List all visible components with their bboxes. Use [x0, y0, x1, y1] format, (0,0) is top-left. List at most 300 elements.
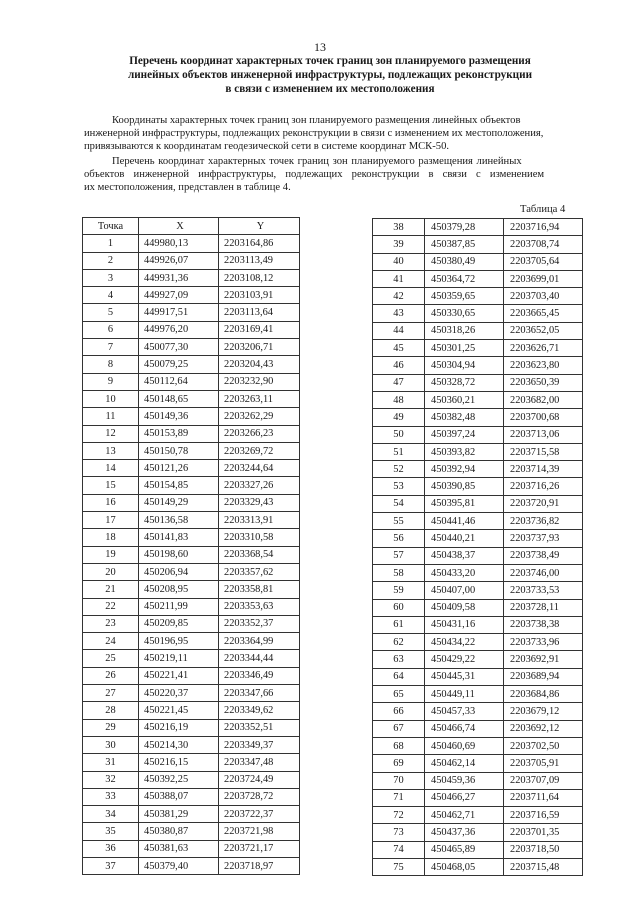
paragraph-line: объектов инженерной инфраструктуры, подлежащих реконструкции в связи с изменением — [84, 169, 545, 181]
point-number-cell: 58 — [373, 564, 425, 581]
x-coordinate-cell: 449927,09 — [139, 287, 219, 304]
table-row — [83, 667, 300, 684]
paragraph-line: Перечень координат характерных точек границ зон планируемого размещения линейных — [112, 156, 522, 167]
table-row — [373, 530, 583, 547]
point-number-cell: 27 — [83, 685, 139, 702]
title-line: Перечень координат характерных точек границ зон планируемого размещения — [129, 55, 531, 67]
point-number-cell: 53 — [373, 478, 425, 495]
x-coordinate-cell: 450141,83 — [139, 529, 219, 546]
x-coordinate-cell: 450211,99 — [139, 598, 219, 615]
x-coordinate-cell: 450449,11 — [425, 686, 504, 703]
x-coordinate-cell: 450390,85 — [425, 478, 504, 495]
y-coordinate-cell: 2203708,74 — [504, 236, 583, 253]
header-x: X — [139, 218, 219, 235]
x-coordinate-cell: 450462,71 — [425, 807, 504, 824]
point-number-cell: 55 — [373, 513, 425, 530]
table-row — [373, 634, 583, 651]
table-row — [83, 754, 300, 771]
x-coordinate-cell: 450457,33 — [425, 703, 504, 720]
y-coordinate-cell: 2203113,49 — [219, 252, 300, 269]
point-number-cell: 30 — [83, 736, 139, 753]
point-number-cell: 34 — [83, 806, 139, 823]
table-row — [373, 720, 583, 737]
table-row — [373, 495, 583, 512]
y-coordinate-cell: 2203353,63 — [219, 598, 300, 615]
table-row — [83, 477, 300, 494]
x-coordinate-cell: 450468,05 — [425, 858, 504, 875]
header-point: Точка — [83, 218, 139, 235]
x-coordinate-cell: 450393,82 — [425, 443, 504, 460]
x-coordinate-cell: 450221,45 — [139, 702, 219, 719]
x-coordinate-cell: 450397,24 — [425, 426, 504, 443]
x-coordinate-cell: 450221,41 — [139, 667, 219, 684]
y-coordinate-cell: 2203108,12 — [219, 269, 300, 286]
y-coordinate-cell: 2203699,01 — [504, 270, 583, 287]
x-coordinate-cell: 450209,85 — [139, 615, 219, 632]
x-coordinate-cell: 450460,69 — [425, 737, 504, 754]
y-coordinate-cell: 2203349,62 — [219, 702, 300, 719]
x-coordinate-cell: 450154,85 — [139, 477, 219, 494]
coordinates-table-left — [82, 217, 300, 875]
x-coordinate-cell: 450206,94 — [139, 563, 219, 580]
y-coordinate-cell: 2203738,38 — [504, 616, 583, 633]
y-coordinate-cell: 2203720,91 — [504, 495, 583, 512]
point-number-cell: 48 — [373, 391, 425, 408]
y-coordinate-cell: 2203682,00 — [504, 391, 583, 408]
point-number-cell: 66 — [373, 703, 425, 720]
table-row — [373, 858, 583, 875]
y-coordinate-cell: 2203714,39 — [504, 461, 583, 478]
point-number-cell: 5 — [83, 304, 139, 321]
point-number-cell: 73 — [373, 824, 425, 841]
y-coordinate-cell: 2203724,49 — [219, 771, 300, 788]
y-coordinate-cell: 2203626,71 — [504, 340, 583, 357]
y-coordinate-cell: 2203266,23 — [219, 425, 300, 442]
x-coordinate-cell: 450318,26 — [425, 322, 504, 339]
table-row — [83, 650, 300, 667]
point-number-cell: 7 — [83, 339, 139, 356]
table-row — [83, 719, 300, 736]
x-coordinate-cell: 450466,74 — [425, 720, 504, 737]
y-coordinate-cell: 2203733,96 — [504, 634, 583, 651]
table-row — [83, 460, 300, 477]
point-number-cell: 14 — [83, 460, 139, 477]
x-coordinate-cell: 450121,26 — [139, 460, 219, 477]
y-coordinate-cell: 2203736,82 — [504, 513, 583, 530]
point-number-cell: 71 — [373, 789, 425, 806]
point-number-cell: 32 — [83, 771, 139, 788]
point-number-cell: 44 — [373, 322, 425, 339]
point-number-cell: 62 — [373, 634, 425, 651]
table-row — [373, 668, 583, 685]
table-row — [83, 598, 300, 615]
x-coordinate-cell: 450148,65 — [139, 390, 219, 407]
point-number-cell: 63 — [373, 651, 425, 668]
y-coordinate-cell: 2203718,97 — [219, 857, 300, 874]
x-coordinate-cell: 450359,65 — [425, 288, 504, 305]
paragraph-coordinates-system — [84, 114, 598, 154]
table-row — [373, 409, 583, 426]
y-coordinate-cell: 2203269,72 — [219, 442, 300, 459]
x-coordinate-cell: 450438,37 — [425, 547, 504, 564]
y-coordinate-cell: 2203728,11 — [504, 599, 583, 616]
table-row — [373, 755, 583, 772]
table-row — [83, 321, 300, 338]
y-coordinate-cell: 2203347,48 — [219, 754, 300, 771]
point-number-cell: 28 — [83, 702, 139, 719]
point-number-cell: 59 — [373, 582, 425, 599]
point-number-cell: 41 — [373, 270, 425, 287]
table-row — [83, 339, 300, 356]
x-coordinate-cell: 450380,49 — [425, 253, 504, 270]
y-coordinate-cell: 2203103,91 — [219, 287, 300, 304]
y-coordinate-cell: 2203232,90 — [219, 373, 300, 390]
y-coordinate-cell: 2203368,54 — [219, 546, 300, 563]
point-number-cell: 17 — [83, 512, 139, 529]
table-row — [83, 823, 300, 840]
y-coordinate-cell: 2203650,39 — [504, 374, 583, 391]
table-row — [83, 512, 300, 529]
y-coordinate-cell: 2203262,29 — [219, 408, 300, 425]
point-number-cell: 52 — [373, 461, 425, 478]
y-coordinate-cell: 2203352,37 — [219, 615, 300, 632]
table-row — [83, 442, 300, 459]
point-number-cell: 15 — [83, 477, 139, 494]
y-coordinate-cell: 2203737,93 — [504, 530, 583, 547]
point-number-cell: 46 — [373, 357, 425, 374]
table-row — [83, 546, 300, 563]
x-coordinate-cell: 450379,28 — [425, 219, 504, 236]
y-coordinate-cell: 2203713,06 — [504, 426, 583, 443]
point-number-cell: 16 — [83, 494, 139, 511]
table-row — [373, 651, 583, 668]
y-coordinate-cell: 2203113,64 — [219, 304, 300, 321]
y-coordinate-cell: 2203352,51 — [219, 719, 300, 736]
point-number-cell: 67 — [373, 720, 425, 737]
table-row — [373, 513, 583, 530]
table-row — [83, 581, 300, 598]
table-row — [373, 426, 583, 443]
table-row — [83, 235, 300, 252]
point-number-cell: 68 — [373, 737, 425, 754]
x-coordinate-cell: 450441,46 — [425, 513, 504, 530]
y-coordinate-cell: 2203703,40 — [504, 288, 583, 305]
y-coordinate-cell: 2203206,71 — [219, 339, 300, 356]
point-number-cell: 72 — [373, 807, 425, 824]
y-coordinate-cell: 2203707,09 — [504, 772, 583, 789]
table-row — [373, 391, 583, 408]
x-coordinate-cell: 450388,07 — [139, 788, 219, 805]
y-coordinate-cell: 2203711,64 — [504, 789, 583, 806]
point-number-cell: 43 — [373, 305, 425, 322]
point-number-cell: 12 — [83, 425, 139, 442]
y-coordinate-cell: 2203715,48 — [504, 858, 583, 875]
page-number: 13 — [314, 40, 326, 54]
x-coordinate-cell: 449926,07 — [139, 252, 219, 269]
table-row — [83, 287, 300, 304]
table-row — [83, 633, 300, 650]
y-coordinate-cell: 2203746,00 — [504, 564, 583, 581]
y-coordinate-cell: 2203684,86 — [504, 686, 583, 703]
point-number-cell: 11 — [83, 408, 139, 425]
point-number-cell: 51 — [373, 443, 425, 460]
y-coordinate-cell: 2203721,17 — [219, 840, 300, 857]
x-coordinate-cell: 450434,22 — [425, 634, 504, 651]
x-coordinate-cell: 450382,48 — [425, 409, 504, 426]
point-number-cell: 29 — [83, 719, 139, 736]
x-coordinate-cell: 450149,36 — [139, 408, 219, 425]
x-coordinate-cell: 449917,51 — [139, 304, 219, 321]
point-number-cell: 54 — [373, 495, 425, 512]
x-coordinate-cell: 450433,20 — [425, 564, 504, 581]
y-coordinate-cell: 2203329,43 — [219, 494, 300, 511]
x-coordinate-cell: 450465,89 — [425, 841, 504, 858]
table-row — [83, 304, 300, 321]
paragraph-table-reference — [84, 155, 598, 195]
y-coordinate-cell: 2203733,53 — [504, 582, 583, 599]
table-row — [83, 702, 300, 719]
point-number-cell: 8 — [83, 356, 139, 373]
table-row — [373, 236, 583, 253]
point-number-cell: 23 — [83, 615, 139, 632]
header-y: Y — [219, 218, 300, 235]
table-row — [373, 461, 583, 478]
y-coordinate-cell: 2203692,91 — [504, 651, 583, 668]
table-row — [373, 305, 583, 322]
point-number-cell: 42 — [373, 288, 425, 305]
point-number-cell: 31 — [83, 754, 139, 771]
paragraph-line: привязываются к координатам геодезической сети в системе координат МСК-50. — [84, 141, 450, 153]
x-coordinate-cell: 450220,37 — [139, 685, 219, 702]
point-number-cell: 75 — [373, 858, 425, 875]
table-row — [83, 408, 300, 425]
table-row — [83, 788, 300, 805]
point-number-cell: 49 — [373, 409, 425, 426]
y-coordinate-cell: 2203738,49 — [504, 547, 583, 564]
y-coordinate-cell: 2203705,91 — [504, 755, 583, 772]
point-number-cell: 60 — [373, 599, 425, 616]
table-row — [373, 270, 583, 287]
y-coordinate-cell: 2203358,81 — [219, 581, 300, 598]
table-row — [373, 824, 583, 841]
y-coordinate-cell: 2203715,58 — [504, 443, 583, 460]
y-coordinate-cell: 2203327,26 — [219, 477, 300, 494]
table-row — [83, 563, 300, 580]
table-row — [83, 840, 300, 857]
point-number-cell: 35 — [83, 823, 139, 840]
x-coordinate-cell: 450381,29 — [139, 806, 219, 823]
y-coordinate-cell: 2203169,41 — [219, 321, 300, 338]
x-coordinate-cell: 450328,72 — [425, 374, 504, 391]
x-coordinate-cell: 450079,25 — [139, 356, 219, 373]
table-row — [373, 564, 583, 581]
y-coordinate-cell: 2203164,86 — [219, 235, 300, 252]
point-number-cell: 33 — [83, 788, 139, 805]
point-number-cell: 1 — [83, 235, 139, 252]
x-coordinate-cell: 450409,58 — [425, 599, 504, 616]
point-number-cell: 20 — [83, 563, 139, 580]
title-line: в связи с изменением их местоположения — [225, 83, 435, 95]
x-coordinate-cell: 450149,29 — [139, 494, 219, 511]
x-coordinate-cell: 450364,72 — [425, 270, 504, 287]
point-number-cell: 37 — [83, 857, 139, 874]
y-coordinate-cell: 2203347,66 — [219, 685, 300, 702]
x-coordinate-cell: 449976,20 — [139, 321, 219, 338]
x-coordinate-cell: 450429,22 — [425, 651, 504, 668]
point-number-cell: 40 — [373, 253, 425, 270]
x-coordinate-cell: 450395,81 — [425, 495, 504, 512]
y-coordinate-cell: 2203263,11 — [219, 390, 300, 407]
x-coordinate-cell: 450387,85 — [425, 236, 504, 253]
y-coordinate-cell: 2203716,26 — [504, 478, 583, 495]
table-row — [373, 357, 583, 374]
x-coordinate-cell: 450136,58 — [139, 512, 219, 529]
x-coordinate-cell: 449980,13 — [139, 235, 219, 252]
point-number-cell: 21 — [83, 581, 139, 598]
x-coordinate-cell: 450379,40 — [139, 857, 219, 874]
x-coordinate-cell: 450196,95 — [139, 633, 219, 650]
point-number-cell: 4 — [83, 287, 139, 304]
point-number-cell: 36 — [83, 840, 139, 857]
point-number-cell: 26 — [83, 667, 139, 684]
x-coordinate-cell: 450462,14 — [425, 755, 504, 772]
table-row — [83, 269, 300, 286]
point-number-cell: 50 — [373, 426, 425, 443]
point-number-cell: 39 — [373, 236, 425, 253]
x-coordinate-cell: 450360,21 — [425, 391, 504, 408]
y-coordinate-cell: 2203702,50 — [504, 737, 583, 754]
x-coordinate-cell: 450216,15 — [139, 754, 219, 771]
table-row — [83, 806, 300, 823]
y-coordinate-cell: 2203716,59 — [504, 807, 583, 824]
y-coordinate-cell: 2203344,44 — [219, 650, 300, 667]
table-row — [83, 529, 300, 546]
point-number-cell: 3 — [83, 269, 139, 286]
x-coordinate-cell: 450392,25 — [139, 771, 219, 788]
x-coordinate-cell: 450216,19 — [139, 719, 219, 736]
point-number-cell: 18 — [83, 529, 139, 546]
point-number-cell: 45 — [373, 340, 425, 357]
table-row — [83, 356, 300, 373]
x-coordinate-cell: 450392,94 — [425, 461, 504, 478]
point-number-cell: 6 — [83, 321, 139, 338]
point-number-cell: 74 — [373, 841, 425, 858]
x-coordinate-cell: 450431,16 — [425, 616, 504, 633]
point-number-cell: 9 — [83, 373, 139, 390]
y-coordinate-cell: 2203716,94 — [504, 219, 583, 236]
table-row — [373, 737, 583, 754]
point-number-cell: 57 — [373, 547, 425, 564]
point-number-cell: 38 — [373, 219, 425, 236]
point-number-cell: 70 — [373, 772, 425, 789]
y-coordinate-cell: 2203689,94 — [504, 668, 583, 685]
x-coordinate-cell: 450112,64 — [139, 373, 219, 390]
x-coordinate-cell: 450445,31 — [425, 668, 504, 685]
point-number-cell: 65 — [373, 686, 425, 703]
document-title — [70, 54, 590, 96]
x-coordinate-cell: 450150,78 — [139, 442, 219, 459]
point-number-cell: 25 — [83, 650, 139, 667]
point-number-cell: 10 — [83, 390, 139, 407]
paragraph-line: их местоположения, представлен в таблице 4. — [84, 182, 291, 194]
x-coordinate-cell: 450330,65 — [425, 305, 504, 322]
x-coordinate-cell: 450153,89 — [139, 425, 219, 442]
y-coordinate-cell: 2203313,91 — [219, 512, 300, 529]
y-coordinate-cell: 2203623,80 — [504, 357, 583, 374]
table-row — [373, 253, 583, 270]
y-coordinate-cell: 2203701,35 — [504, 824, 583, 841]
table-row — [373, 599, 583, 616]
point-number-cell: 24 — [83, 633, 139, 650]
y-coordinate-cell: 2203722,37 — [219, 806, 300, 823]
table-row — [83, 736, 300, 753]
point-number-cell: 19 — [83, 546, 139, 563]
y-coordinate-cell: 2203718,50 — [504, 841, 583, 858]
paragraph-line: инженерной инфраструктуры, подлежащих реконструкции в связи с изменением их местоположения, — [84, 128, 544, 140]
table-row — [83, 252, 300, 269]
y-coordinate-cell: 2203705,64 — [504, 253, 583, 270]
point-number-cell: 69 — [373, 755, 425, 772]
table-row — [373, 340, 583, 357]
x-coordinate-cell: 450440,21 — [425, 530, 504, 547]
table-row — [83, 615, 300, 632]
table-row — [373, 547, 583, 564]
y-coordinate-cell: 2203665,45 — [504, 305, 583, 322]
table-row — [373, 322, 583, 339]
table-row — [83, 373, 300, 390]
y-coordinate-cell: 2203700,68 — [504, 409, 583, 426]
y-coordinate-cell: 2203679,12 — [504, 703, 583, 720]
point-number-cell: 64 — [373, 668, 425, 685]
y-coordinate-cell: 2203346,49 — [219, 667, 300, 684]
point-number-cell: 56 — [373, 530, 425, 547]
y-coordinate-cell: 2203244,64 — [219, 460, 300, 477]
point-number-cell: 61 — [373, 616, 425, 633]
table-row — [83, 685, 300, 702]
table-row — [373, 686, 583, 703]
table-row — [373, 478, 583, 495]
title-line: линейных объектов инженерной инфраструктуры, подлежащих реконструкции — [127, 69, 533, 81]
y-coordinate-cell: 2203204,43 — [219, 356, 300, 373]
y-coordinate-cell: 2203349,37 — [219, 736, 300, 753]
y-coordinate-cell: 2203357,62 — [219, 563, 300, 580]
x-coordinate-cell: 450380,87 — [139, 823, 219, 840]
y-coordinate-cell: 2203692,12 — [504, 720, 583, 737]
table-row — [83, 390, 300, 407]
x-coordinate-cell: 450381,63 — [139, 840, 219, 857]
table-row — [373, 703, 583, 720]
table-row — [373, 288, 583, 305]
x-coordinate-cell: 450214,30 — [139, 736, 219, 753]
y-coordinate-cell: 2203652,05 — [504, 322, 583, 339]
table-row — [373, 772, 583, 789]
table-row — [373, 443, 583, 460]
table-row — [83, 771, 300, 788]
point-number-cell: 47 — [373, 374, 425, 391]
table-row — [83, 425, 300, 442]
table-row — [373, 807, 583, 824]
table-row — [373, 582, 583, 599]
table-caption: Таблица 4 — [520, 204, 566, 215]
x-coordinate-cell: 450407,00 — [425, 582, 504, 599]
point-number-cell: 22 — [83, 598, 139, 615]
y-coordinate-cell: 2203721,98 — [219, 823, 300, 840]
table-row — [373, 219, 583, 236]
y-coordinate-cell: 2203364,99 — [219, 633, 300, 650]
x-coordinate-cell: 450219,11 — [139, 650, 219, 667]
table-row — [373, 789, 583, 806]
x-coordinate-cell: 449931,36 — [139, 269, 219, 286]
